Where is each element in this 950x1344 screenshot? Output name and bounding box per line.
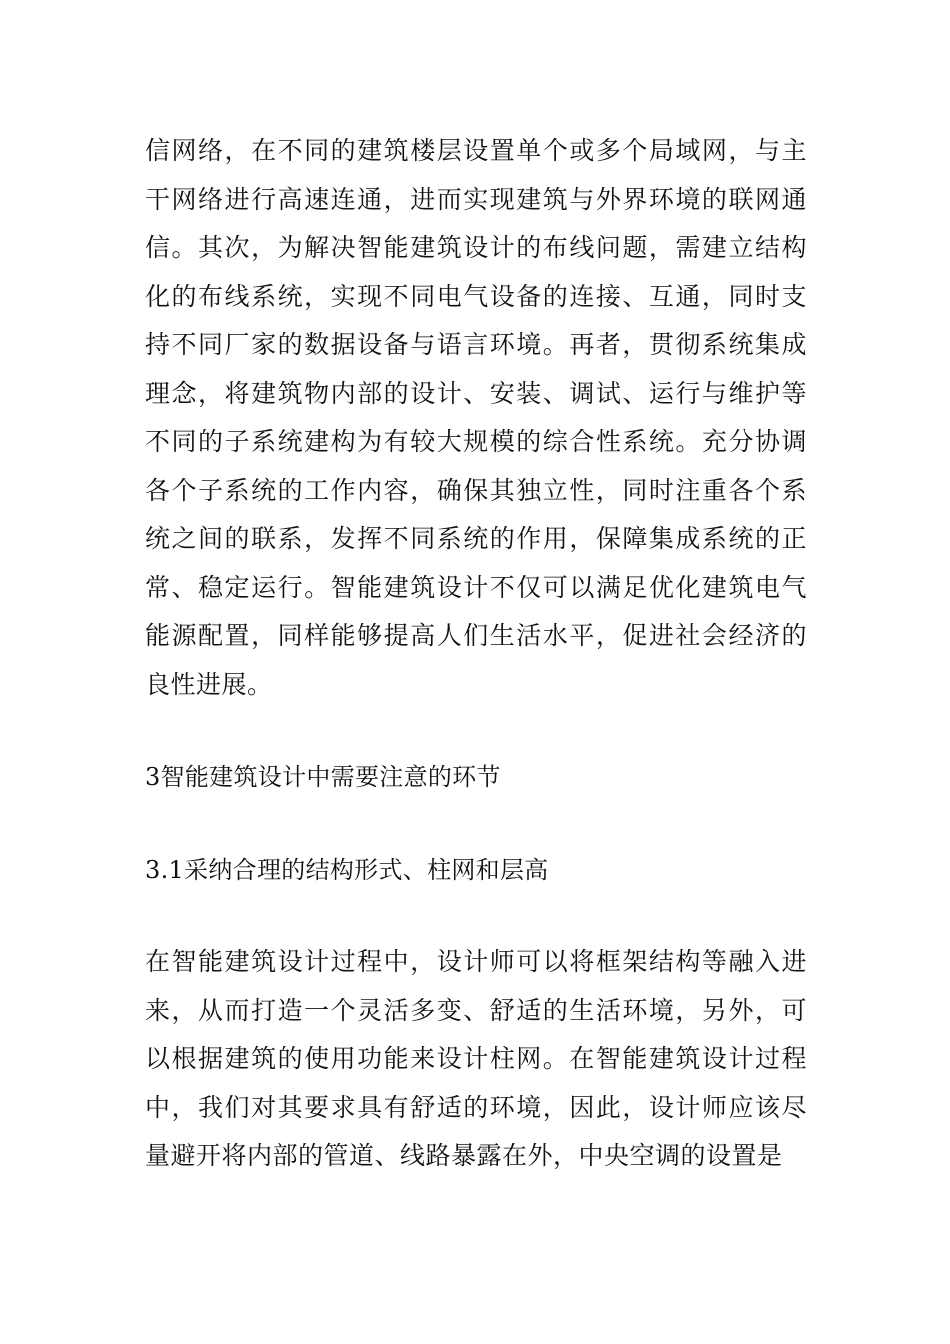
heading-spacer <box>145 894 807 938</box>
body-paragraph-2: 在智能建筑设计过程中，设计师可以将框架结构等融入进来，从而打造一个灵活多变、舒适的生活环境，另外，可以根据建筑的使用功能来设计柱网。在智能建筑设计过程中，我们对其要求具有舒适的环境，因此，设计师应该尽量避开将内部的管道、线路暴露在外，中央空调的设置是 <box>145 947 807 1170</box>
heading-spacer <box>145 802 807 846</box>
section-heading-3: 3智能建筑设计中需要注意的环节 <box>145 763 501 791</box>
paragraph-spacer <box>145 709 807 753</box>
subsection-heading-3-1: 3.1采纳合理的结构形式、柱网和层高 <box>145 855 549 884</box>
body-paragraph-1: 信网络，在不同的建筑楼层设置单个或多个局域网，与主干网络进行高速连通，进而实现建筑与外界环境的联网通信。其次，为解决智能建筑设计的布线问题，需建立结构化的布线系统，实现不同电气设备的连接、互通，同时支持不同厂家的数据设备与语言环境。再者，贯彻系统集成理念，将建筑物内部的设计、安装、调试、运行与维护等不同的子系统建构为有较大规模的综合性系统。充分协调各个子系统的工作内容，确保其独立性，同时注重各个系统之间的联系，发挥不同系统的作用，保障集成系统的正常、稳定运行。智能建筑设计不仅可以满足优化建筑电气能源配置，同样能够提高人们生活水平，促进社会经济的良性进展。 <box>145 136 807 699</box>
document-body <box>145 127 807 1181</box>
